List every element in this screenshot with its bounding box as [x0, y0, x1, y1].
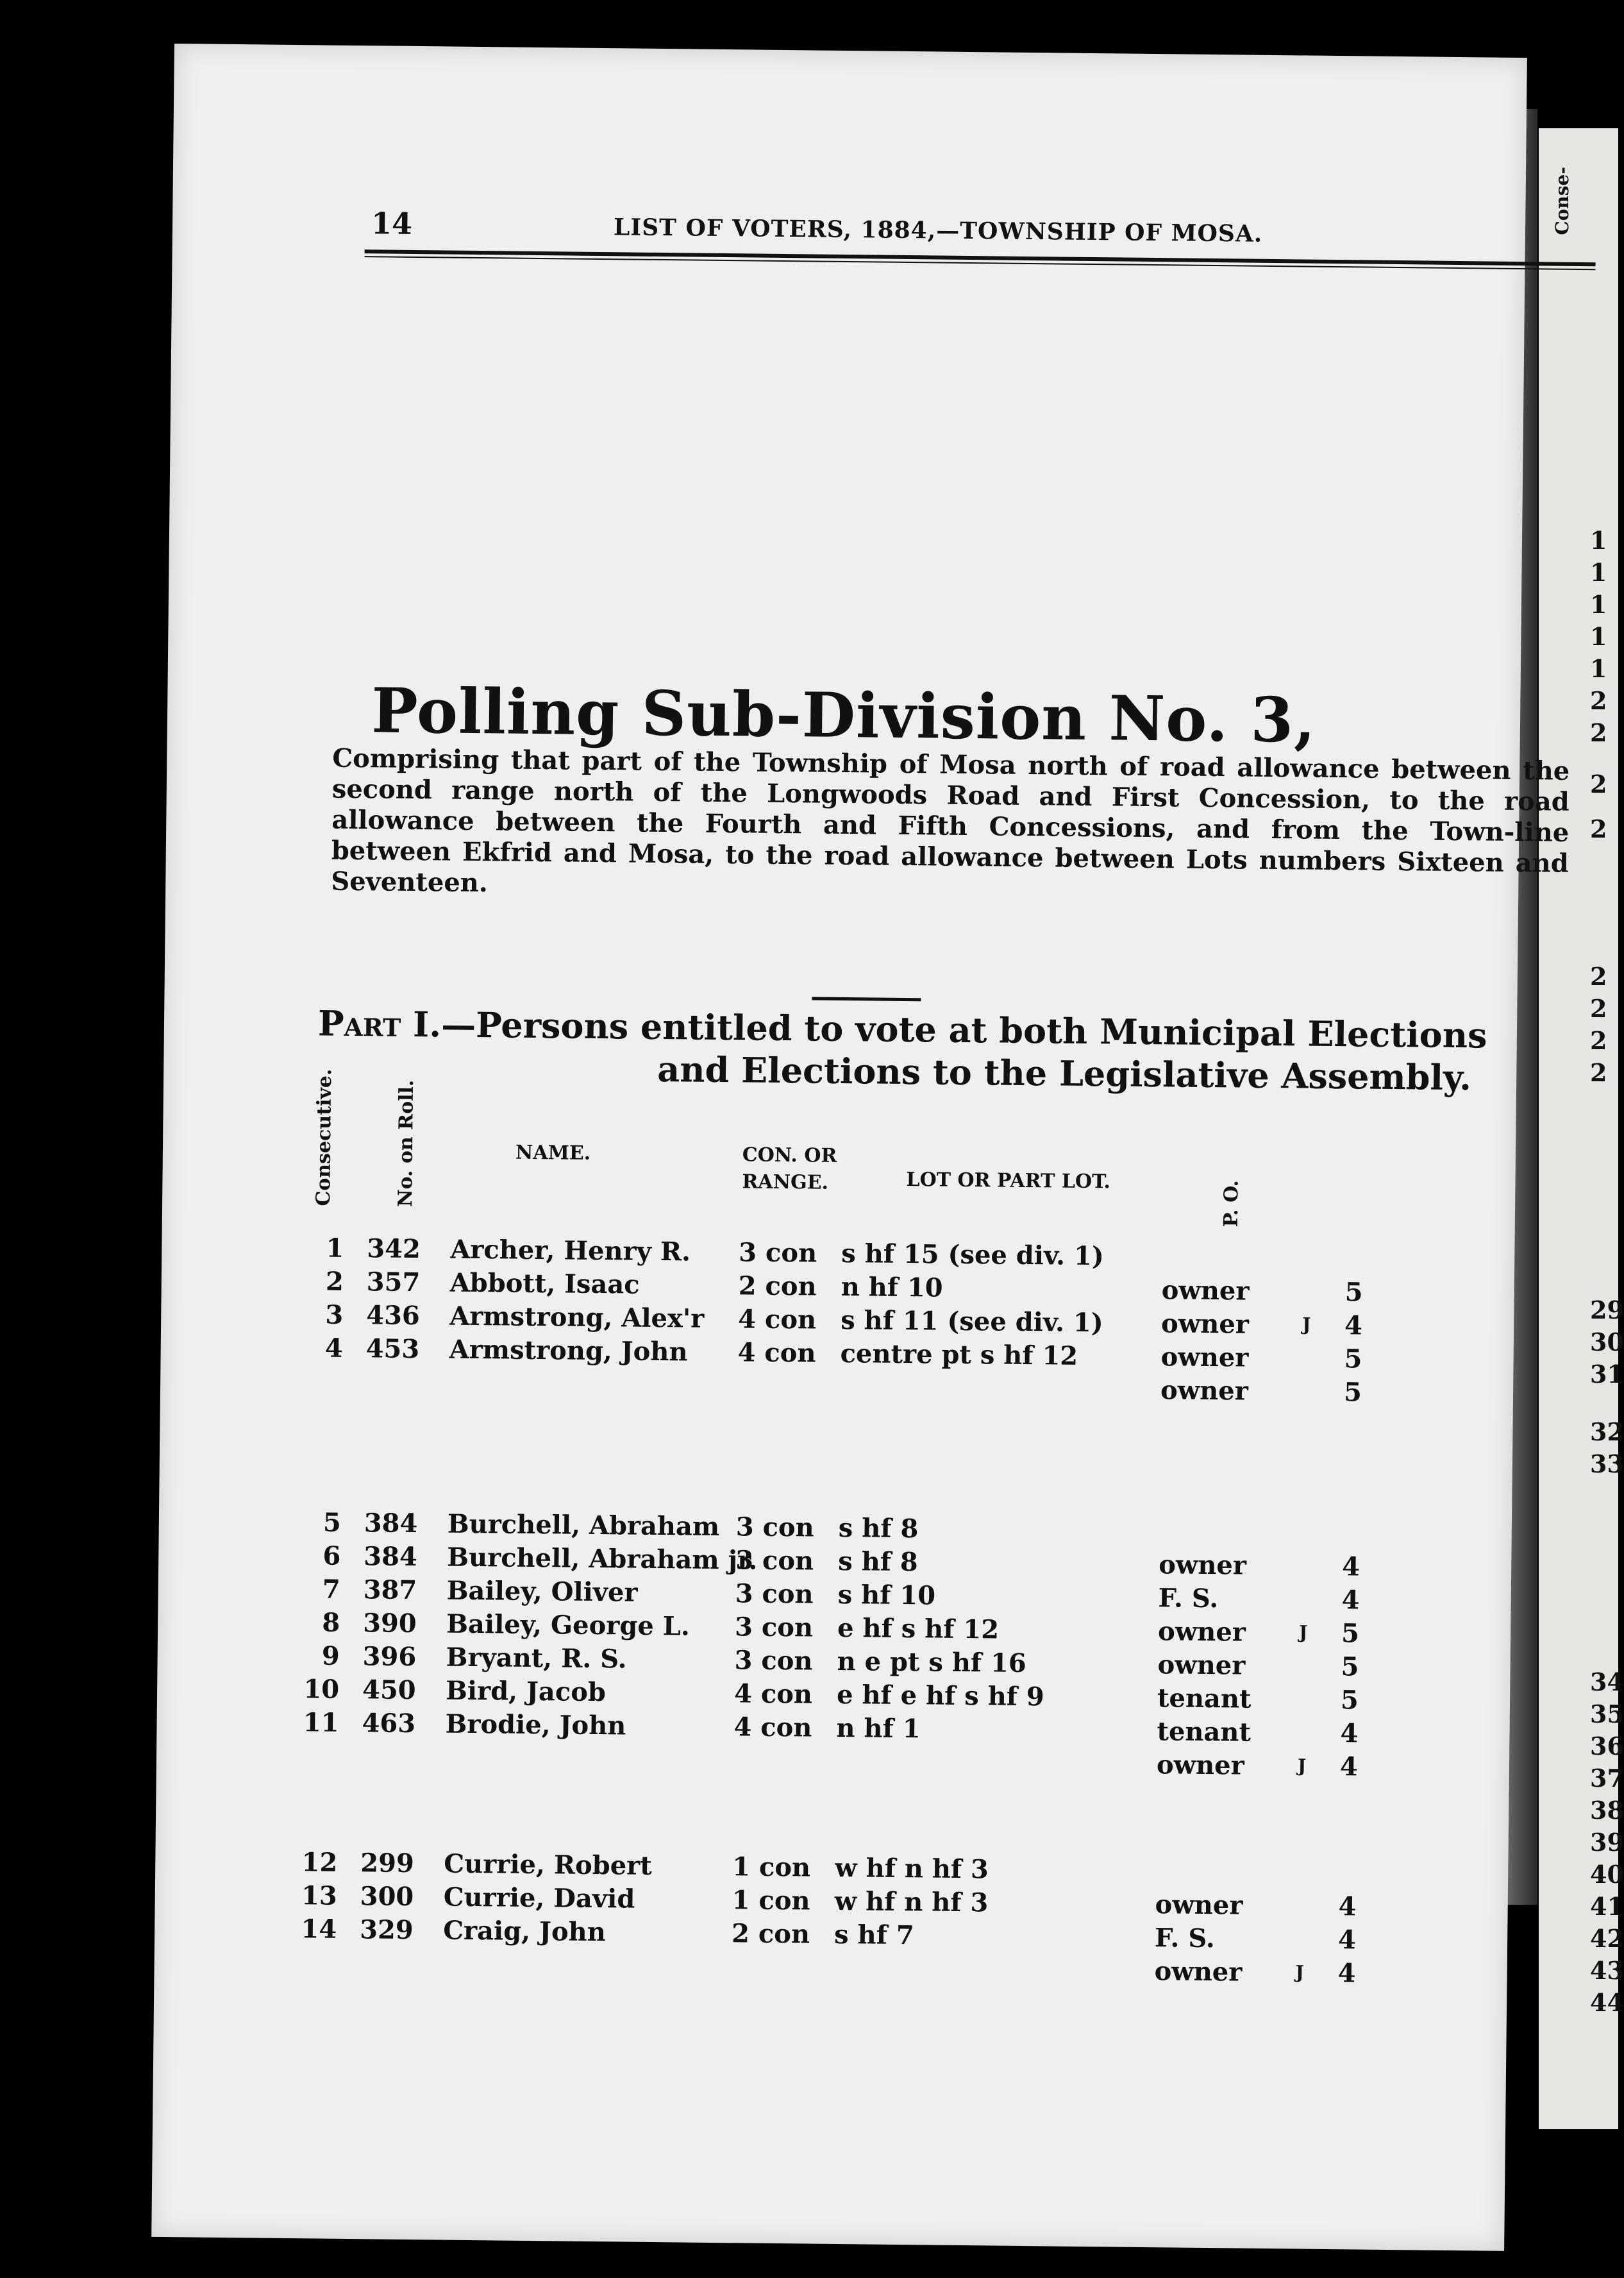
voter-po: 5	[1340, 1685, 1359, 1716]
voter-status: owner	[1156, 1750, 1244, 1781]
running-title: LIST OF VOTERS, 1884,—TOWNSHIP OF MOSA.	[613, 214, 1263, 248]
voter-po: 4	[1337, 1958, 1356, 1989]
voter-status: owner	[1161, 1275, 1250, 1306]
facing-page-number: 44	[1590, 1988, 1624, 2017]
voter-name: Bailey, George L.	[446, 1608, 691, 1642]
voter-lot: e hf e hf s hf 9	[836, 1679, 1044, 1712]
facing-page-number: 2	[1590, 1026, 1607, 1055]
voter-mark: J	[1302, 1313, 1311, 1335]
voter-mark: J	[1295, 1961, 1305, 1983]
part-heading	[317, 1002, 1562, 1099]
voter-lot: n hf 10	[841, 1271, 943, 1303]
voter-name: Burchell, Abraham jr.	[447, 1542, 758, 1576]
voter-po: 4	[1341, 1551, 1360, 1582]
section-description: Comprising that part of the Township of Mosa north of road allowance between the second range north of the Longwoods Road and First Concession, to the road allowance between the Fourth and Fifth Concessions, and from the Town-line between Ekfrid and Mosa, to the road allowance between Lots numbers Sixteen and Seventeen.	[331, 743, 1570, 899]
voter-lot: s hf 7	[833, 1919, 914, 1951]
facing-page-number: 1	[1590, 558, 1607, 587]
voter-name: Bailey, Oliver	[446, 1575, 638, 1608]
voter-po: 4	[1339, 1751, 1359, 1782]
facing-page-number: 38	[1590, 1796, 1624, 1825]
voter-name: Craig, John	[442, 1915, 607, 1948]
voter-name: Bryant, R. S.	[446, 1642, 627, 1675]
facing-page-header: Conse-	[1552, 167, 1573, 235]
col-header-lot: LOT OR PART LOT.	[906, 1169, 1111, 1194]
voter-lot: centre pt s hf 12	[840, 1338, 1078, 1371]
voter-status: tenant	[1157, 1716, 1251, 1748]
voter-status: owner	[1154, 1956, 1243, 1987]
voter-roll: 387	[363, 1574, 417, 1606]
voter-name: Currie, Robert	[444, 1848, 652, 1881]
voter-name: Armstrong, John	[449, 1334, 688, 1367]
voter-seq: 8	[322, 1607, 340, 1638]
voter-roll: 396	[362, 1641, 417, 1673]
facing-page-number: 1	[1590, 654, 1607, 683]
facing-page-number: 2	[1590, 1058, 1607, 1087]
facing-page-number: 2	[1590, 814, 1607, 843]
voter-con: 3 con	[734, 1645, 813, 1676]
voter-con: 4 con	[733, 1712, 812, 1743]
voter-lot: s hf 10	[837, 1579, 936, 1611]
voter-lot: s hf 8	[838, 1512, 919, 1544]
voter-lot: s hf 15 (see div. 1)	[841, 1238, 1105, 1272]
voter-name: Brodie, John	[445, 1708, 626, 1741]
voter-seq: 2	[325, 1266, 344, 1297]
voter-seq: 6	[322, 1540, 341, 1571]
page-number: 14	[371, 206, 413, 241]
facing-page-number: 31	[1590, 1360, 1624, 1388]
part-heading-line2: and Elections to the Legislative Assembly.	[657, 1048, 1472, 1099]
voter-roll: 300	[360, 1881, 414, 1912]
facing-page-number: 2	[1590, 686, 1607, 715]
col-header-con: CON. OR	[742, 1143, 837, 1167]
voter-seq: 3	[325, 1299, 344, 1330]
facing-page-number: 29	[1590, 1295, 1624, 1324]
voter-seq: 10	[303, 1674, 340, 1705]
facing-page-number: 33	[1590, 1449, 1624, 1478]
voter-po: 5	[1341, 1618, 1360, 1649]
voter-roll: 384	[364, 1508, 418, 1539]
voter-con: 3 con	[735, 1545, 814, 1576]
voter-status: F. S.	[1158, 1583, 1219, 1614]
part-label: Part I.	[317, 1002, 442, 1045]
voter-con: 2 con	[738, 1270, 817, 1302]
voter-con: 4 con	[737, 1337, 816, 1369]
voter-lot: w hf n hf 3	[835, 1852, 989, 1885]
voter-roll: 357	[366, 1267, 421, 1298]
facing-page-number: 40	[1590, 1860, 1624, 1889]
voter-roll: 463	[362, 1708, 416, 1739]
voter-seq: 14	[301, 1914, 337, 1945]
voter-mark: J	[1297, 1755, 1307, 1776]
voter-roll: 384	[364, 1541, 418, 1573]
voter-lot: w hf n hf 3	[834, 1886, 989, 1918]
voter-status: owner	[1157, 1649, 1246, 1681]
voter-lot: e hf s hf 12	[837, 1612, 1000, 1645]
voter-po: 4	[1340, 1718, 1359, 1749]
facing-page-number: 39	[1590, 1828, 1624, 1857]
facing-page-number: 2	[1590, 962, 1607, 991]
voter-po: 4	[1344, 1310, 1363, 1341]
facing-page-number: 36	[1590, 1732, 1624, 1760]
voter-lot: s hf 8	[838, 1546, 919, 1578]
facing-page-number: 34	[1590, 1667, 1624, 1696]
voter-name: Currie, David	[443, 1882, 635, 1914]
voter-seq: 5	[322, 1507, 342, 1538]
voter-status: owner	[1155, 1889, 1243, 1921]
voter-con: 3 con	[735, 1578, 814, 1610]
voter-po: 5	[1341, 1651, 1359, 1682]
voter-seq: 4	[324, 1333, 343, 1363]
facing-page-number: 30	[1590, 1328, 1624, 1356]
voter-roll: 453	[365, 1333, 420, 1365]
part-heading-line1: —Persons entitled to vote at both Municipal Elections	[440, 1004, 1487, 1056]
voter-con: 2 con	[731, 1918, 810, 1950]
facing-page-number: 42	[1590, 1924, 1624, 1953]
facing-page-edge	[1539, 128, 1624, 2129]
voter-con: 3 con	[734, 1612, 814, 1643]
facing-page-number: 43	[1590, 1956, 1624, 1985]
voter-po: 4	[1341, 1585, 1360, 1616]
voter-lot: s hf 11 (see div. 1)	[840, 1304, 1103, 1338]
voter-lot: n e pt s hf 16	[837, 1646, 1026, 1679]
voter-po: 5	[1344, 1277, 1363, 1308]
facing-page-number: 2	[1590, 718, 1607, 747]
facing-page-number: 1	[1590, 590, 1607, 619]
facing-page-number: 35	[1590, 1700, 1624, 1728]
voter-seq: 12	[301, 1847, 338, 1878]
voter-seq: 7	[322, 1574, 341, 1605]
voter-status: owner	[1160, 1375, 1249, 1406]
voter-con: 4 con	[733, 1678, 813, 1710]
voter-name: Abbott, Isaac	[449, 1267, 640, 1300]
document-page	[151, 44, 1570, 2251]
voter-seq: 11	[303, 1707, 339, 1738]
voter-status: tenant	[1157, 1683, 1251, 1714]
voter-name: Burchell, Abraham	[447, 1508, 720, 1542]
voter-name: Bird, Jacob	[445, 1675, 607, 1708]
voter-roll: 436	[366, 1300, 420, 1331]
voter-po: 5	[1343, 1377, 1362, 1408]
voter-po: 5	[1344, 1344, 1362, 1374]
voter-name: Armstrong, Alex'r	[449, 1301, 705, 1334]
voter-lot: n hf 1	[836, 1712, 921, 1744]
facing-page-number: 2	[1590, 994, 1607, 1023]
col-header-roll: No. on Roll.	[394, 1079, 419, 1208]
voter-po: 4	[1337, 1925, 1357, 1955]
voter-status: owner	[1157, 1616, 1246, 1648]
voter-po: 4	[1338, 1891, 1357, 1922]
voter-status: owner	[1160, 1308, 1250, 1340]
voter-roll: 342	[367, 1233, 421, 1265]
voter-con: 3 con	[735, 1512, 814, 1543]
voter-roll: 299	[360, 1848, 415, 1879]
voter-roll: 390	[362, 1608, 417, 1639]
voter-roll: 329	[359, 1914, 414, 1946]
voter-status: owner	[1160, 1342, 1249, 1373]
voter-seq: 1	[326, 1233, 344, 1263]
voter-mark: J	[1298, 1621, 1308, 1643]
col-header-range: RANGE.	[742, 1170, 829, 1194]
voter-roll: 450	[362, 1675, 416, 1706]
voter-con: 1 con	[732, 1852, 811, 1883]
facing-page-number: 41	[1590, 1892, 1624, 1921]
voter-name: Archer, Henry R.	[450, 1234, 691, 1267]
voter-seq: 13	[301, 1880, 338, 1911]
voter-status: owner	[1159, 1549, 1247, 1581]
col-header-name: NAME.	[515, 1141, 591, 1165]
col-header-po: P. O.	[1219, 1179, 1243, 1228]
voter-seq: 9	[321, 1641, 340, 1671]
voter-con: 3 con	[739, 1237, 817, 1269]
facing-page-number: 2	[1590, 770, 1607, 798]
voter-con: 4 con	[737, 1304, 817, 1335]
section-title: Polling Sub-Division No. 3,	[371, 674, 1317, 757]
voter-status: F. S.	[1154, 1923, 1216, 1954]
facing-page-number: 1	[1590, 622, 1607, 651]
col-header-consecutive: Consecutive.	[312, 1068, 337, 1206]
facing-page-number: 37	[1590, 1764, 1624, 1793]
section-divider	[812, 997, 921, 1001]
facing-page-number: 1	[1590, 526, 1607, 555]
facing-page-number: 32	[1590, 1417, 1624, 1446]
voter-con: 1 con	[732, 1885, 810, 1916]
